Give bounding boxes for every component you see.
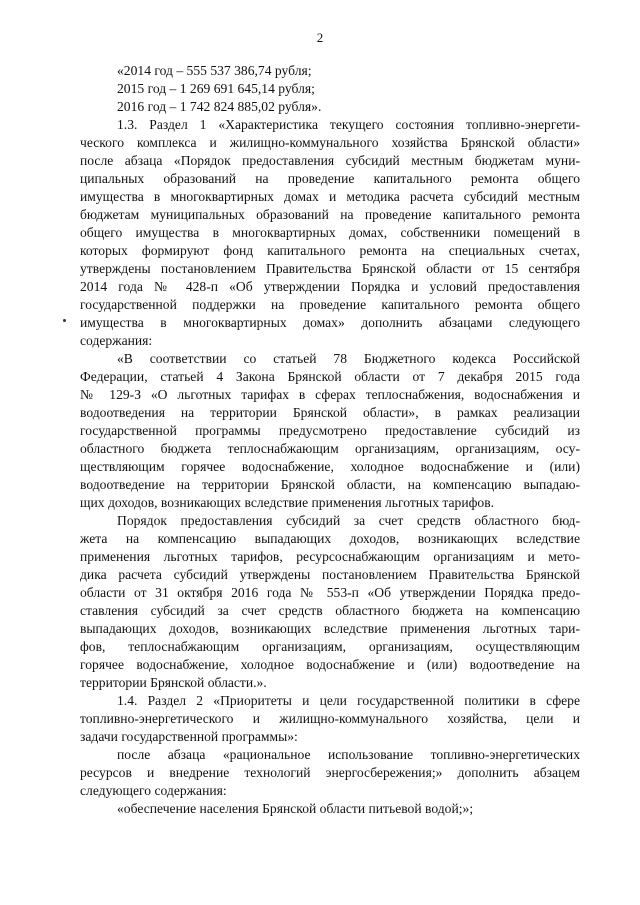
text-line: 1.4. Раздел 2 «Приоритеты и цели государственной политики в сфере xyxy=(117,693,580,708)
page-number: 2 xyxy=(316,30,324,45)
text-line: бюджетам муниципальных образований на проведение капитального ремонта xyxy=(80,207,580,222)
text-line: 1.3. Раздел 1 «Характеристика текущего состояния топливно-энергети- xyxy=(117,117,580,132)
text-line: горячее водоснабжение, холодное водоснабжение и (или) водоотведение на xyxy=(80,657,580,672)
text-line: общего имущества в многоквартирных домах, собственники помещений в xyxy=(80,225,580,240)
text-line: ставления субсидий за счет средств областного бюджета на компенсацию xyxy=(80,603,580,618)
text-line: областного бюджета теплоснабжающим организациям, организациям, осу- xyxy=(80,441,580,456)
text-line: топливно-энергетического и жилищно-коммунального хозяйства, цели и xyxy=(80,711,580,726)
text-line: «обеспечение населения Брянской области питьевой водой;»; xyxy=(117,801,474,816)
text-line: фов, теплоснабжающим организациям, организациям, осуществляющим xyxy=(80,639,580,654)
text-line: «2014 год – 555 537 386,74 рубля; xyxy=(117,63,312,78)
text-line: Федерации, статьей 4 Закона Брянской области от 7 декабря 2015 года xyxy=(80,369,580,384)
margin-mark xyxy=(63,319,66,322)
text-line: ресурсов и внедрение технологий энергосбережения;» дополнить абзацем xyxy=(80,765,580,780)
text-line: территории Брянской области.». xyxy=(80,675,267,690)
text-line: утверждены постановлением Правительства Брянской области от 15 сентября xyxy=(80,261,580,276)
text-line: 2016 год – 1 742 824 885,02 рубля». xyxy=(117,99,322,114)
text-line: государственной программы предусмотрено предоставление субсидий из xyxy=(80,423,580,438)
text-line: ципальных образований на проведение капитального ремонта общего xyxy=(80,171,580,186)
text-line: содержания: xyxy=(80,333,153,348)
text-line: щих доходов, возникающих вследствие применения льготных тарифов. xyxy=(80,495,495,510)
text-line: которых формируют фонд капитального ремонта на специальных счетах, xyxy=(80,243,580,258)
text-line: имущества в многоквартирных домах» дополнить абзацами следующего xyxy=(80,315,580,330)
text-line: применения льготных тарифов, ресурсоснабжающим организациям и мето- xyxy=(80,549,580,564)
text-line: 2015 год – 1 269 691 645,14 рубля; xyxy=(117,81,315,96)
text-line: после абзаца «рациональное использование топливно-энергетических xyxy=(117,747,580,762)
text-line: № 129-З «О льготных тарифах в сферах теплоснабжения, водоснабжения и xyxy=(80,387,580,402)
text-line: Порядок предоставления субсидий за счет средств областного бюд- xyxy=(117,513,580,528)
text-line: государственной поддержки на проведение капитального ремонта общего xyxy=(80,297,580,312)
text-line: водоотведения на территории Брянской области», в рамках реализации xyxy=(80,405,580,420)
text-line: выпадающих доходов, возникающих вследствие применения льготных тари- xyxy=(80,621,580,636)
text-line: водоотведение на территории Брянской области, на компенсацию выпадаю- xyxy=(80,477,580,492)
text-line: после абзаца «Порядок предоставления субсидий местным бюджетам муни- xyxy=(80,153,580,168)
text-line: задачи государственной программы»: xyxy=(80,729,298,744)
text-line: 2014 года № 428-п «Об утверждении Порядка и условий предоставления xyxy=(80,279,580,294)
text-line: ческого комплекса и жилищно-коммунального хозяйства Брянской области» xyxy=(80,135,580,150)
text-line: жета на компенсацию выпадающих доходов, возникающих вследствие xyxy=(80,531,580,546)
text-line: следующего содержания: xyxy=(80,783,227,798)
text-line: имущества в многоквартирных домах и методика расчета субсидий местным xyxy=(80,189,580,204)
text-line: ществляющим горячее водоснабжение, холодное водоснабжение и (или) xyxy=(80,459,580,474)
text-line: области от 31 октября 2016 года № 553-п «Об утверждении Порядка предо- xyxy=(80,585,580,600)
text-line: «В соответствии со статьей 78 Бюджетного кодекса Российской xyxy=(117,351,580,366)
text-line: дика расчета субсидий утверждены постановлением Правительства Брянской xyxy=(80,567,580,582)
